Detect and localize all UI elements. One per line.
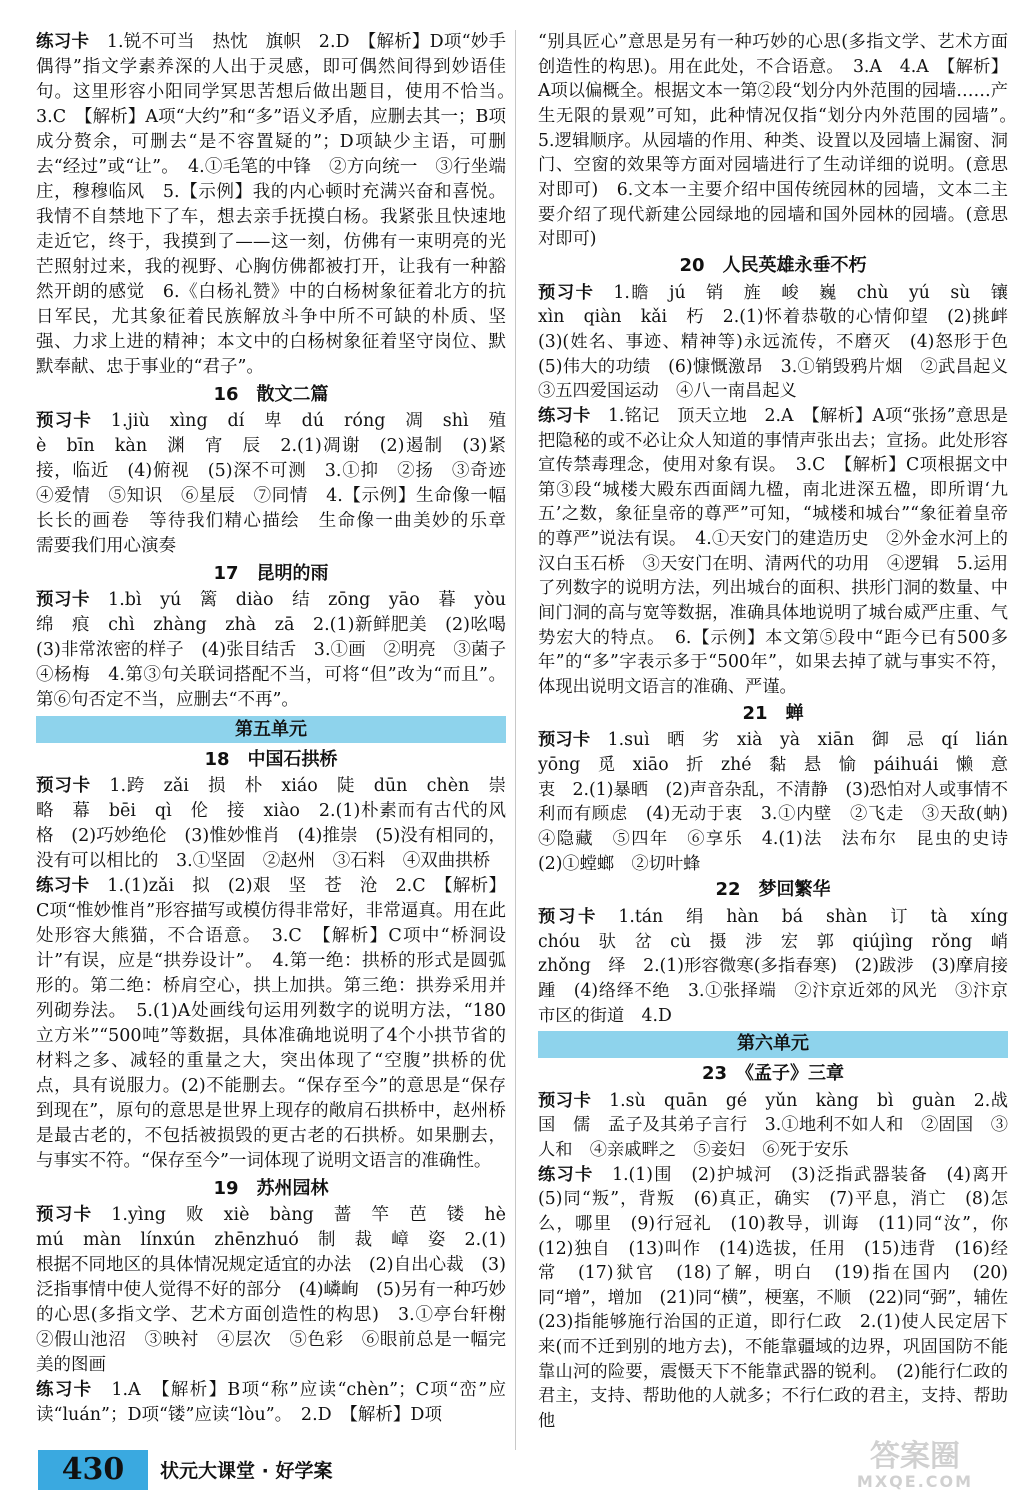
lesson-title: 17 昆明的雨 (213, 563, 329, 584)
right-column (538, 30, 1026, 1434)
book-name: 状元大课堂 · 好学案 (160, 1460, 333, 1482)
unit-heading: 第六单元 (538, 1031, 1008, 1058)
answer-paragraph: 预习卡 1.跨 zǎi 损 朴 xiáo 陡 dūn chèn 崇 略 幕 bēi qì 伦 接 xiào 2.(1)朴素而有古代的风格 (2)巧妙绝伦 (3)惟妙惟肖 (4)推崇 (5)没有相同的，没有可以相比的 3.①坚固 ②赵州 ③石料 ④双曲拱桥 (36, 776, 524, 871)
card-tag: 练习卡 (36, 32, 90, 52)
card-tag: 练习卡 (36, 1380, 93, 1400)
watermark-text: 答案圈 (870, 1439, 960, 1474)
page-footer (20, 1439, 1000, 1496)
lesson-title: 23 《孟子》三章 (701, 1062, 845, 1084)
card-tag: 预习卡 (538, 282, 595, 303)
card-tag: 预习卡 (36, 411, 93, 431)
left-column (36, 30, 524, 1428)
answer-paragraph: 练习卡 1.A 【解析】B项“称”应读“chèn”；C项“峦”应读“luán”；D项“镂”应读“lòu”。 2.D 【解析】D项 (36, 1380, 507, 1425)
answer-paragraph: 预习卡 1.jiù xìng dí 卑 dú róng 凋 shì 殖 è bīn kàn 渊 宵 辰 2.(1)凋谢 (2)遏制 (3)紧接，临近 (4)俯视 (5)深不可测 3.①抑 ②扬 ③奇迹 ④爱情 ⑤知识 ⑥星辰 ⑦同情 4.【示例】生命像一幅长长的画卷 等待我们精心描绘 生命像一曲美妙的乐章 需要我们用心演奏 (36, 411, 524, 556)
answer-paragraph: 预习卡 1.sù quān gé yǔn kàng bì guàn 2.战国 儒 孟子及其弟子言行 3.①地利不如人和 ②固国 ③人和 ④亲戚畔之 ⑤妾妇 ⑥死于安乐 (538, 1090, 1008, 1160)
column-divider (515, 30, 516, 1450)
answer-paragraph: “别具匠心”意思是另有一种巧妙的心思(多指文学、艺术方面创造性的构思)。用在此处，不合语意。 3.A 4.A 【解析】A项以偏概全。根据文本一第②段“划分内外范围的园墙……产生无限的景观”可知，此种情况仅指“划分内外范围的园墙”。 5.逻辑顺序。从园墙的作用、种类、设置以及园墙上漏窗、洞门、空窗的效果等方面对园墙进行了生动详细的说明。(意思对即可) 6.文本一主要介绍中国传统园林的园墙，文本二主要介绍了现代新建公园绿地的园墙和国外园林的园墙。(意思对即可) (538, 32, 1026, 250)
watermark-logo (840, 1439, 990, 1498)
lesson-title: 18 中国石拱桥 (204, 749, 338, 770)
unit-heading: 第五单元 (36, 716, 506, 743)
answer-paragraph: 预习卡 1.tán 绢 hàn bá shàn 订 tà xíng chóu 驮 岔 cù 摄 涉 宏 郭 qiújìng rǒng 峭 zhǒng 绎 2.(1)形容微寒(多指春寒) (2)跋涉 (3)摩肩接踵 (4)络绎不绝 3.①张择端 ②汴京近郊的风光 ③汴京市区的街道 4.D (538, 906, 1026, 1026)
card-tag: 预习卡 (36, 1205, 93, 1225)
answer-paragraph: 预习卡 1.yìng 败 xiè bàng 蔷 竿 芭 镂 hè mú màn línxún zhēnzhuó 制 裁 嶂 姿 2.(1)根据不同地区的具体情况规定适宜的办法 (2)自出心裁 (3)泛指事情中使人觉得不好的部分 (4)嶙峋 (5)另有一种巧妙的心思(多指文学、艺术方面创造性的构思) 3.①亭台轩榭 ②假山池沼 ③映衬 ④层次 ⑤色彩 ⑥眼前总是一幅完美的图画 (36, 1205, 524, 1375)
answer-paragraph: 练习卡 1.(1)zǎi 拟 (2)艰 坚 苍 沧 2.C 【解析】C项“惟妙惟肖”形容描写或模仿得非常好，非常逼真。用在此处形容大熊猫，不合语意。 3.C 【解析】C项中“桥洞设计”有误，应是“拱券设计”。 4.第一绝：拱桥的形式是圆弧形的。第二绝：桥肩空心，拱上加拱。第三绝：拱券采用并列砌券法。 5.(1)A处画线句运用列数字的说明方法，“180立方米”“500吨”等数据，具体准确地说明了4个小拱节省的材料之多、减轻的重量之大，突出体现了“空腹”拱桥的优点，具有说服力。(2)不能删去。“保存至今”的意思是“保存到现在”，原句的意思是世界上现存的敞肩石拱桥中，赵州桥是最古老的，不包括被损毁的更古老的石拱桥。如果删去，与事实不符。“保存至今”一词体现了说明文语言的准确性。 (36, 876, 506, 1171)
card-tag: 练习卡 (538, 1164, 594, 1185)
answer-paragraph: 预习卡 1.bì yú 篱 diào 结 zōng yāo 暮 yòu 绵 痕 chì zhàng zhà zā 2.(1)新鲜肥美 (2)吆喝 (3)非常浓密的样子 (4)张目结舌 3.①画 ②明亮 ③菌子 ④杨梅 4.第③句关联词搭配不当，可将“但”改为“而且”。第⑥句否定不当，应删去“不再”。 (36, 590, 524, 710)
card-tag: 预习卡 (538, 1090, 592, 1111)
lesson-title: 20 人民英雄永垂不朽 (679, 254, 867, 276)
watermark-url: MXQE.COM (856, 1472, 974, 1491)
lesson-title: 19 苏州园林 (213, 1178, 329, 1199)
answer-paragraph: 练习卡 1.锐不可当 热忱 旗帜 2.D 【解析】D项“妙手偶得”指文学素养深的人出于灵感，即可偶然间得到妙语佳句。这里形容小阳同学冥思苦想后做出题目，使用不恰当。 3.C 【解析】A项“大约”和“多”语义矛盾，应删去其一；B项成分赘余，可删去“是不容置疑的”；D项缺少主语，可删去“经过”或“让”。 4.①毛笔的中锋 ②方向统一 ③行坐端庄，穆穆临风 5.【示例】我的内心顿时充满兴奋和喜悦。我情不自禁地下了车，想去亲手抚摸白杨。我紧张且快速地走近它，终于，我摸到了——这一刻，仿佛有一束明亮的光芒照射过来，我的视野、心胸仿佛都被打开，让我有一种豁然开朗的感觉 6.《白杨礼赞》中的白杨树象征着北方的抗日军民，尤其象征着民族解放斗争中所不可缺的朴质、坚强、力求上进的精神；本文中的白杨树象征着坚守岗位、默默奉献、忠于事业的“君子”。 (36, 32, 524, 377)
card-tag: 练习卡 (538, 405, 591, 426)
card-tag: 预习卡 (36, 590, 91, 610)
answer-paragraph: 练习卡 1.(1)围 (2)护城河 (3)泛指武器装备 (4)离开 (5)同“叛”，背叛 (6)真正，确实 (7)平息，消亡 (8)怎么，哪里 (9)行冠礼 (10)教导，训诲 (11)同“汝”，你 (12)独自 (13)叫作 (14)选拔，任用 (15)违背 (16)经常 (17)狱官 (18)了解，明白 (19)指在国内 (20)同“增”，增加 (21)同“横”，梗塞，不顺 (22)同“弼”，辅佐 (23)指能够施行治国的正道，即行仁政 2.(1)使人民定居下来(而不迁到别的地方去)，不能靠疆域的边界，巩固国防不能靠山河的险要，震慑天下不能靠武器的锐利。 (2)能行仁政的君主，支持、帮助他的人就多；不行仁政的君主，支持、帮助他 (538, 1164, 1026, 1432)
lesson-title: 22 梦回繁华 (715, 879, 831, 901)
answer-paragraph: 预习卡 1.瞻 jú 销 旌 峻 巍 chù yú sù 镶 xìn qiàn kǎi 朽 2.(1)怀着恭敬的心情仰望 (2)挑衅 (3)(姓名、事迹、精神等)永远流传，不磨灭 (4)怒形于色 (5)伟大的功绩 (6)慷慨激昂 3.①销毁鸦片烟 ②武昌起义 ③五四爱国运动 ④八一南昌起义 (538, 282, 1026, 402)
page-number: 430 (38, 1450, 148, 1490)
lesson-title: 21 蝉 (742, 702, 804, 724)
card-tag: 预习卡 (36, 776, 92, 796)
lesson-title: 16 散文二篇 (213, 384, 329, 405)
answer-paragraph: 练习卡 1.铭记 顶天立地 2.A 【解析】A项“张扬”意思是把隐秘的或不必让众人知道的事情声张出去；宣扬。此处形容宣传禁毒理念，使用对象有误。 3.C 【解析】C项根据文中第③段“城楼大殿东西面阔九楹，南北进深五楹，即所谓‘九五’之数，象征皇帝的尊严”可知，“城楼和城台”“象征着皇帝的尊严”说法有误。 4.①天安门的建造历史 ②外金水河上的汉白玉石桥 ③天安门在明、清两代的功用 ④逻辑 5.运用了列数字的说明方法，列出城台的面积、拱形门洞的数量、中间门洞的高与宽等数据，准确具体地说明了城台威严庄重、气势宏大的特点。 6.【示例】本文第⑤段中“距今已有500多年”的“多”字表示多于“500年”，如果去掉了就与事实不符，体现出说明文语言的准确、严谨。 (538, 405, 1008, 698)
answer-paragraph: 预习卡 1.suì 晒 劣 xià yà xiān 御 忌 qí lián yōng 觅 xiāo 折 zhé 黏 悬 愉 páihuái 懒 意 衷 2.(1)暴晒 (2)声音杂乱，不清静 (3)恐怕对人或事情不利而有顾虑 (4)无动于衷 3.①内壁 ②飞走 ③天敌(蚋) ④隐藏 ⑤四年 ⑥享乐 4.(1)法 法布尔 昆虫的史诗 (2)①螳螂 ②切叶蜂 (538, 730, 1026, 874)
card-tag: 预习卡 (538, 906, 599, 927)
card-tag: 预习卡 (538, 730, 591, 751)
card-tag: 练习卡 (36, 876, 90, 896)
